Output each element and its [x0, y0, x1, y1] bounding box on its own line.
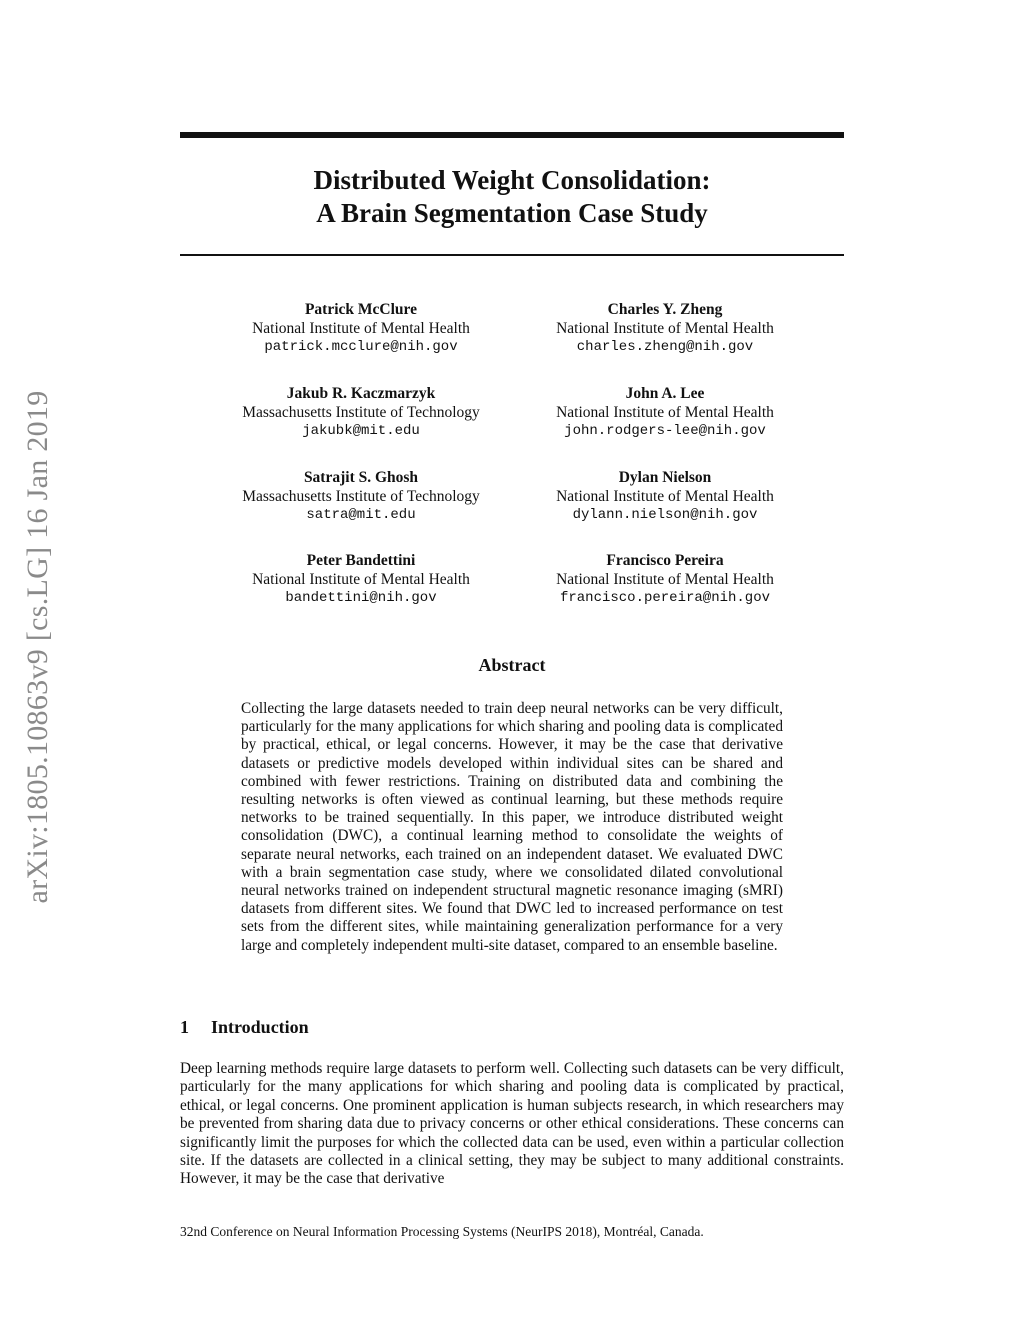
author-affiliation: National Institute of Mental Health	[556, 571, 774, 588]
section-text: Deep learning methods require large datasets to perform well. Collecting such datasets can be very difficult, particularly for the many applications for which sharing and pooling data is complicated by practical, ethical, or legal concerns. One prominent application is human subjects research, in which researchers may be prevented from sharing data due to privacy concerns or other ethical considerations. These concerns can significantly limit the purposes for which the collected data can be used, even within a particular collection site. If the datasets are collected in a clinical setting, they may be subject to many additional constraints. However, it may be the case that derivative	[180, 1060, 844, 1188]
author-email: satra@mit.edu	[306, 507, 416, 523]
author-name: Patrick McClure	[304, 301, 418, 318]
paper-title	[180, 164, 844, 230]
author-email: charles.zheng@nih.gov	[576, 339, 754, 355]
author-email: jakubk@mit.edu	[302, 423, 420, 439]
arxiv-identifier: arXiv:1805.10863v9 [cs.LG] 16 Jan 2019	[21, 390, 54, 904]
author-block	[211, 300, 511, 357]
author-name: Satrajit S. Ghosh	[303, 469, 419, 486]
author-affiliation: National Institute of Mental Health	[556, 404, 774, 421]
abstract-text: Collecting the large datasets needed to train deep neural networks can be very difficult, particularly for the many applications for which sharing and pooling data is complicated by practical, ethical, or legal concerns. However, it may be the case that derivative datasets or predictive models developed within individual sites can be shared and combined with fewer restrictions. Training on distributed data and combining the resulting networks is often viewed as continual learning, but these methods require networks to be trained sequentially. In this paper, we introduce distributed weight consolidation (DWC), a continual learning method to consolidate the weights of separate neural networks, each trained on an independent dataset. We evaluated DWC with a brain segmentation case study, where we consolidated dilated convolutional neural networks trained on independent structural magnetic resonance imaging (sMRI) datasets from different sites. We found that DWC led to increased performance on test sets from the different sites, while maintaining generalization performance for a very large and completely independent multi-site dataset, compared to an ensemble baseline.	[241, 700, 783, 954]
conference-footnote: 32nd Conference on Neural Information Processing Systems (NeurIPS 2018), Montréal, Canada.	[180, 1224, 704, 1239]
author-affiliation: Massachusetts Institute of Technology	[242, 404, 480, 421]
author-name: John A. Lee	[625, 385, 705, 402]
author-email: john.rodgers-lee@nih.gov	[564, 423, 766, 439]
author-name: Charles Y. Zheng	[607, 301, 723, 318]
author-email: francisco.pereira@nih.gov	[559, 590, 771, 606]
section-title: Introduction	[211, 1017, 309, 1037]
author-email: bandettini@nih.gov	[285, 590, 437, 606]
author-block	[515, 300, 815, 357]
author-block	[211, 468, 511, 525]
title-line-2: A Brain Segmentation Case Study	[316, 198, 708, 228]
title-top-rule	[180, 132, 844, 138]
author-block	[515, 551, 815, 608]
author-affiliation: Massachusetts Institute of Technology	[242, 488, 480, 505]
author-affiliation: National Institute of Mental Health	[556, 320, 774, 337]
author-name: Francisco Pereira	[606, 552, 724, 569]
author-block	[515, 384, 815, 441]
title-line-1: Distributed Weight Consolidation:	[313, 165, 711, 195]
section-number: 1	[180, 1017, 189, 1037]
author-name: Dylan Nielson	[618, 469, 712, 486]
author-email: patrick.mcclure@nih.gov	[264, 339, 458, 355]
author-name: Jakub R. Kaczmarzyk	[286, 385, 436, 402]
author-block	[515, 468, 815, 525]
title-bottom-rule	[180, 254, 844, 256]
section-heading	[180, 1017, 844, 1038]
author-affiliation: National Institute of Mental Health	[556, 488, 774, 505]
author-affiliation: National Institute of Mental Health	[252, 571, 470, 588]
author-block	[211, 551, 511, 608]
author-email: dylann.nielson@nih.gov	[572, 507, 758, 523]
abstract-heading: Abstract	[478, 655, 546, 675]
author-block	[211, 384, 511, 441]
author-affiliation: National Institute of Mental Health	[252, 320, 470, 337]
author-name: Peter Bandettini	[306, 552, 416, 569]
